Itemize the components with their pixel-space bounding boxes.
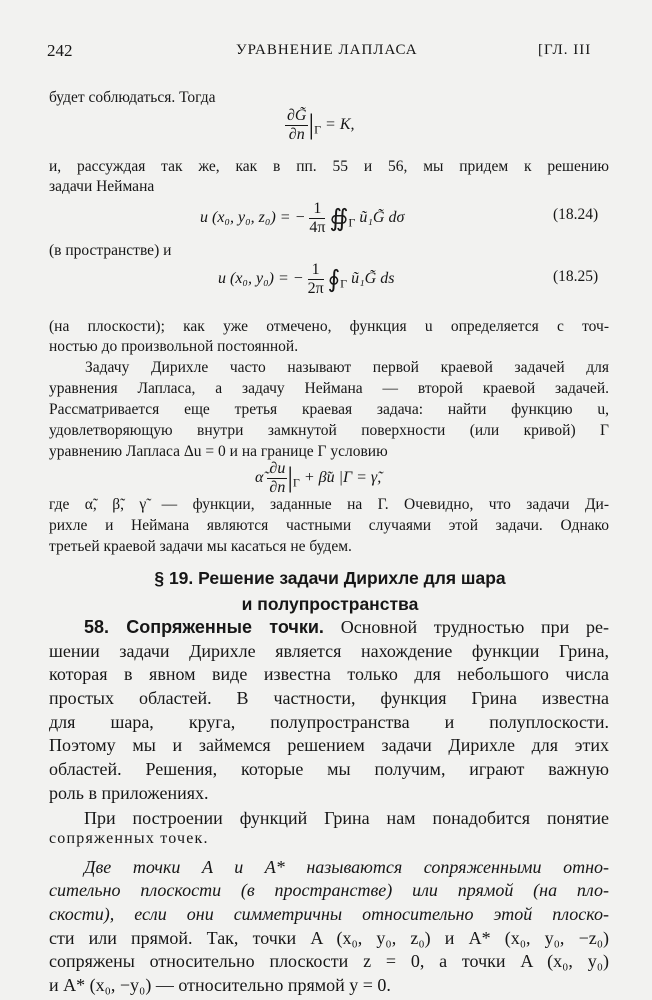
text-line: ностью до произвольной постоянной.	[49, 338, 299, 355]
equation-number: (18.25)	[553, 268, 599, 285]
text-line: рихле и Неймана являются частными случаями этой задачи. Однако	[49, 517, 609, 534]
text-line: третьей краевой задачи мы касаться не будем.	[49, 538, 352, 555]
text-line: Две точки A и A* называются сопряженными отно-	[84, 856, 609, 877]
text-line: роль в приложениях.	[49, 782, 209, 803]
text-line: сопряжены относительно плоскости z = 0, а точки A (x₀, y₀)	[49, 951, 609, 972]
text-line: которая в явном виде известна только для небольшого числа	[49, 664, 609, 685]
text-line: где α̃, β̃, γ̃ — функции, заданные на Γ. Очевидно, что задачи Ди-	[49, 496, 609, 513]
text-line: шении задачи Дирихле является нахождение функции Грина,	[49, 640, 609, 661]
text-line: скости), если они симметричны относительно этой плоско-	[49, 903, 609, 924]
text-line: будет соблюдаться. Тогда	[49, 89, 216, 106]
chapter-ref: [ГЛ. III	[538, 42, 592, 58]
text-line: (в пространстве) и	[49, 242, 172, 259]
equation-18-24: u (x₀, y₀, z₀) = − $\frac{1}{4\pi}$ $∯_\Gamma$ ũ₁G̃ dσ	[200, 200, 405, 236]
section-heading: и полупространства	[241, 594, 419, 614]
text-line: При построении функций Грина нам понадобится понятие	[84, 808, 609, 829]
section-heading: § 19. Решение задачи Дирихле для шара	[154, 568, 506, 588]
paragraph-58-first-line: 58. Сопряженные точки. Основной трудностью при ре-	[84, 616, 610, 637]
text-line: Рассматривается еще третья краевая задача: найти функцию u,	[49, 401, 609, 418]
page-number: 242	[47, 41, 73, 60]
text-line: сти или прямой. Так, точки A (x₀, y₀, z₀) и A* (x₀, y₀, −z₀)	[49, 927, 609, 948]
text-line: и, рассуждая так же, как в пп. 55 и 56, мы придем к решению	[49, 158, 609, 175]
text-line: сительно плоскости (в пространстве) или прямой (на пло-	[49, 880, 609, 901]
text-line: задачи Неймана	[49, 178, 155, 195]
text-line: сопряженных точек.	[49, 829, 209, 847]
paragraph-heading: 58. Сопряженные точки.	[84, 616, 324, 637]
text-line: Поэтому мы и займемся решением задачи Дирихле для этих	[49, 735, 609, 756]
text-line: (на плоскости); как уже отмечено, функция u определяется с точ-	[49, 318, 609, 335]
text-line: областей. Решения, которые мы получим, играют важную	[49, 759, 609, 780]
text-line: и A* (x₀, −y₀) — относительно прямой y = 0.	[49, 975, 391, 995]
text-line: для шара, круга, полупространства и полуплоскости.	[49, 711, 609, 732]
equation-18-25: u (x₀, y₀) = − $\frac{1}{2\pi}$ $∮_\Gamma$ ũ₁G̃ ds	[218, 261, 395, 297]
text-line: простых областей. В частности, функция Грина известна	[49, 687, 609, 708]
text-line: уравнению Лапласа Δu = 0 и на границе Γ условию	[49, 443, 388, 460]
text-line: удовлетворяющую внутри замкнутой поверхности (или кривой) Γ	[49, 422, 609, 439]
equation-boundary-condition: α̃ $\frac{\partial u}{\partial n}$ $|_\Gamma$ + β̃u |Γ = γ̃,	[255, 460, 382, 496]
text-line: уравнения Лапласа, а задачу Неймана — второй краевой задачей.	[49, 380, 609, 397]
equation-normal-derivative: $\frac{\partial G̃}{\partial n}$ $|_\Gamma = K$,	[287, 107, 355, 143]
equation-number: (18.24)	[553, 206, 599, 223]
running-title: УРАВНЕНИЕ ЛАПЛАСА	[236, 42, 418, 58]
text-line: Задачу Дирихле часто называют первой краевой задачей для	[85, 359, 609, 376]
